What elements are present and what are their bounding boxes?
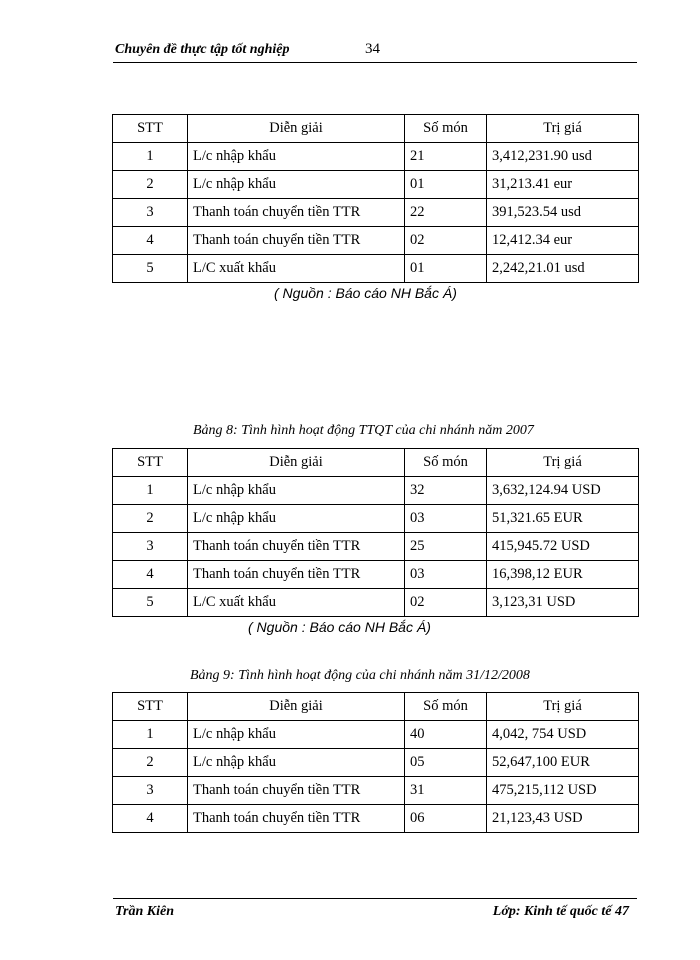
count-cell: 25	[405, 533, 487, 561]
value-cell: 3,632,124.94 USD	[487, 477, 639, 505]
description-cell: Thanh toán chuyển tiền TTR	[188, 227, 405, 255]
count-header: Số món	[405, 449, 487, 477]
stt-cell: 2	[113, 505, 188, 533]
count-cell: 05	[405, 749, 487, 777]
value-cell: 51,321.65 EUR	[487, 505, 639, 533]
stt-cell: 3	[113, 777, 188, 805]
count-cell: 01	[405, 171, 487, 199]
description-cell: L/C xuất khẩu	[188, 255, 405, 283]
description-cell: L/c nhập khẩu	[188, 477, 405, 505]
stt-cell: 1	[113, 721, 188, 749]
table-2-caption: Bảng 8: Tình hình hoạt động TTQT của chi nhánh năm 2007	[193, 423, 534, 438]
data-table-3	[112, 692, 639, 833]
stt-cell: 4	[113, 561, 188, 589]
author-name: Trần Kiên	[115, 904, 174, 919]
table-row	[113, 255, 639, 283]
table-header-row	[113, 115, 639, 143]
description-header: Diễn giải	[188, 449, 405, 477]
value-cell: 31,213.41 eur	[487, 171, 639, 199]
value-cell: 4,042, 754 USD	[487, 721, 639, 749]
value-cell: 3,123,31 USD	[487, 589, 639, 617]
table-3-caption: Bảng 9: Tình hình hoạt động của chi nhánh năm 31/12/2008	[190, 668, 530, 683]
stt-cell: 4	[113, 227, 188, 255]
count-cell: 01	[405, 255, 487, 283]
count-header: Số món	[405, 115, 487, 143]
class-name: Lớp: Kinh tế quốc tế 47	[492, 904, 629, 919]
table-header-row	[113, 449, 639, 477]
value-cell: 475,215,112 USD	[487, 777, 639, 805]
description-cell: L/c nhập khẩu	[188, 721, 405, 749]
description-cell: L/c nhập khẩu	[188, 505, 405, 533]
stt-header: STT	[113, 693, 188, 721]
count-cell: 06	[405, 805, 487, 833]
description-cell: L/c nhập khẩu	[188, 749, 405, 777]
document-title: Chuyên đề thực tập tốt nghiệp	[115, 42, 290, 57]
description-cell: L/C xuất khẩu	[188, 589, 405, 617]
value-cell: 52,647,100 EUR	[487, 749, 639, 777]
value-cell: 12,412.34 eur	[487, 227, 639, 255]
page-header	[113, 40, 637, 63]
description-cell: Thanh toán chuyển tiền TTR	[188, 533, 405, 561]
table-row	[113, 533, 639, 561]
description-cell: L/c nhập khẩu	[188, 171, 405, 199]
count-cell: 03	[405, 505, 487, 533]
stt-cell: 1	[113, 477, 188, 505]
table-row	[113, 561, 639, 589]
table-row	[113, 749, 639, 777]
description-cell: Thanh toán chuyển tiền TTR	[188, 777, 405, 805]
data-table-2	[112, 448, 639, 617]
value-header: Trị giá	[487, 449, 639, 477]
count-cell: 02	[405, 589, 487, 617]
value-cell: 3,412,231.90 usd	[487, 143, 639, 171]
page-number: 34	[365, 41, 380, 57]
table-row	[113, 143, 639, 171]
value-cell: 391,523.54 usd	[487, 199, 639, 227]
table-row	[113, 805, 639, 833]
count-cell: 02	[405, 227, 487, 255]
stt-header: STT	[113, 449, 188, 477]
count-cell: 22	[405, 199, 487, 227]
stt-cell: 3	[113, 533, 188, 561]
count-cell: 03	[405, 561, 487, 589]
stt-cell: 2	[113, 749, 188, 777]
table-row	[113, 721, 639, 749]
stt-cell: 1	[113, 143, 188, 171]
table-2-source: ( Nguồn : Báo cáo NH Bắc Á)	[248, 619, 431, 635]
stt-cell: 5	[113, 255, 188, 283]
page-footer	[113, 898, 637, 919]
table-1-source: ( Nguồn : Báo cáo NH Bắc Á)	[274, 285, 457, 301]
value-cell: 415,945.72 USD	[487, 533, 639, 561]
description-cell: Thanh toán chuyển tiền TTR	[188, 805, 405, 833]
value-cell: 21,123,43 USD	[487, 805, 639, 833]
stt-cell: 2	[113, 171, 188, 199]
data-table-1	[112, 114, 639, 283]
count-header: Số món	[405, 693, 487, 721]
stt-cell: 3	[113, 199, 188, 227]
value-cell: 2,242,21.01 usd	[487, 255, 639, 283]
description-cell: L/c nhập khẩu	[188, 143, 405, 171]
stt-cell: 4	[113, 805, 188, 833]
stt-header: STT	[113, 115, 188, 143]
table-header-row	[113, 693, 639, 721]
table-row	[113, 505, 639, 533]
count-cell: 31	[405, 777, 487, 805]
value-cell: 16,398,12 EUR	[487, 561, 639, 589]
count-cell: 40	[405, 721, 487, 749]
table-row	[113, 199, 639, 227]
value-header: Trị giá	[487, 115, 639, 143]
count-cell: 21	[405, 143, 487, 171]
table-row	[113, 589, 639, 617]
stt-cell: 5	[113, 589, 188, 617]
table-row	[113, 171, 639, 199]
table-row	[113, 477, 639, 505]
table-row	[113, 777, 639, 805]
description-header: Diễn giải	[188, 693, 405, 721]
description-cell: Thanh toán chuyển tiền TTR	[188, 561, 405, 589]
table-row	[113, 227, 639, 255]
count-cell: 32	[405, 477, 487, 505]
value-header: Trị giá	[487, 693, 639, 721]
description-cell: Thanh toán chuyển tiền TTR	[188, 199, 405, 227]
description-header: Diễn giải	[188, 115, 405, 143]
